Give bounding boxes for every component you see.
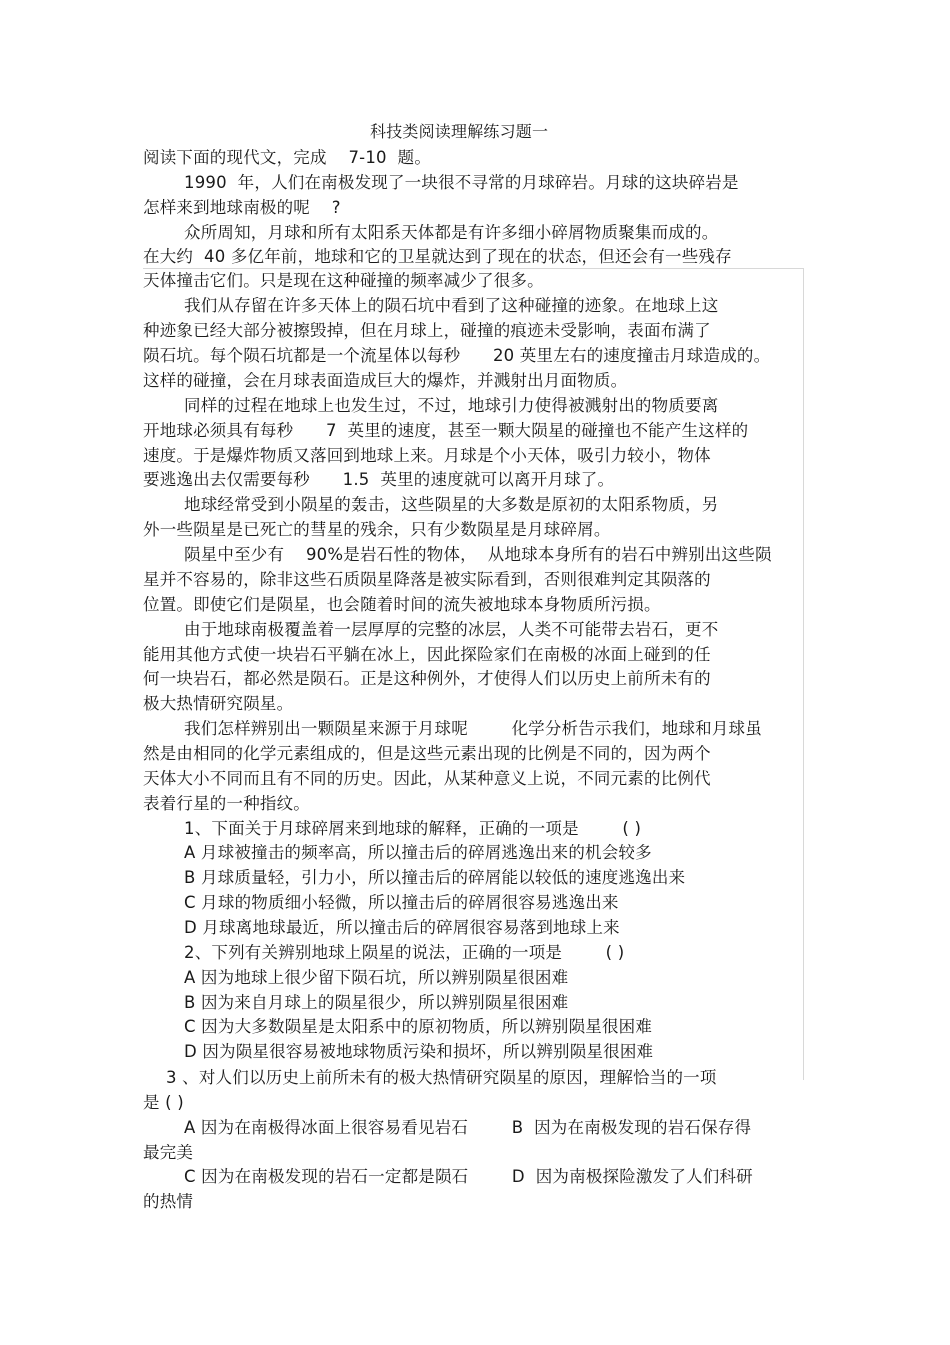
paragraph-line: 同样的过程在地球上也发生过，不过，地球引力使得被溅射出的物质要离 — [184, 396, 719, 415]
paragraph-line: 表着行星的一种指纹。 — [143, 794, 310, 813]
paragraph-line: 天体撞击它们。只是现在这种碰撞的频率减少了很多。 — [143, 271, 544, 290]
question-3-options-cd: C 因为在南极发现的岩石一定都是陨石 D 因为南极探险激发了人们科研 — [184, 1167, 753, 1186]
paragraph-line: 极大热情研究陨星。 — [143, 694, 294, 713]
paragraph-line: 由于地球南极覆盖着一层厚厚的完整的冰层，人类不可能带去岩石，更不 — [184, 620, 719, 639]
paragraph-line: 种迹象已经大部分被擦毁掉，但在月球上，碰撞的痕迹未受影响，表面布满了 — [143, 321, 711, 340]
paragraph-line: 然是由相同的化学元素组成的，但是这些元素出现的比例是不同的，因为两个 — [143, 744, 711, 763]
paragraph-line: 外一些陨星是已死亡的彗星的残余，只有少数陨星是月球碎屑。 — [143, 520, 611, 539]
page-title: 科技类阅读理解练习题一 — [370, 122, 549, 141]
paragraph-line: 何一块岩石，都必然是陨石。正是这种例外，才使得人们以历史上前所未有的 — [143, 669, 711, 688]
paragraph-line: 1990 年，人们在南极发现了一块很不寻常的月球碎岩。月球的这块碎岩是 — [184, 173, 739, 192]
question-2-option-d: D 因为陨星很容易被地球物质污染和损坏，所以辨别陨星很困难 — [184, 1042, 654, 1061]
question-1-option-c: C 月球的物质细小轻微，所以撞击后的碎屑很容易逃逸出来 — [184, 893, 619, 912]
paragraph-line: 天体大小不同而且有不同的历史。因此，从某种意义上说，不同元素的比例代 — [143, 769, 711, 788]
paragraph-line: 地球经常受到小陨星的轰击，这些陨星的大多数是原初的太阳系物质，另 — [184, 495, 719, 514]
question-2-option-b: B 因为来自月球上的陨星很少，所以辨别陨星很困难 — [184, 993, 569, 1012]
question-3: 3 、对人们以历史上前所未有的极大热情研究陨星的原因，理解恰当的一项 — [166, 1068, 717, 1087]
question-1-option-b: B 月球质量轻，引力小，所以撞击后的碎屑能以较低的速度逃逸出来 — [184, 868, 686, 887]
paragraph-line: 能用其他方式使一块岩石平躺在冰上，因此探险家们在南极的冰面上碰到的任 — [143, 645, 711, 664]
paragraph-line: 位置。即使它们是陨星，也会随着时间的流失被地球本身物质所污损。 — [143, 595, 661, 614]
question-3-options-ab: A 因为在南极得冰面上很容易看见岩石 B 因为在南极发现的岩石保存得 — [184, 1118, 752, 1137]
paragraph-line: 要逃逸出去仅需要每秒 1.5 英里的速度就可以离开月球了。 — [143, 470, 615, 489]
question-1-option-d: D 月球离地球最近，所以撞击后的碎屑很容易落到地球上来 — [184, 918, 620, 937]
question-3-options-ab-continued: 最完美 — [143, 1143, 194, 1162]
question-2: 2、下列有关辨别地球上陨星的说法，正确的一项是 ( ) — [184, 943, 625, 962]
question-2-option-c: C 因为大多数陨星是太阳系中的原初物质，所以辨别陨星很困难 — [184, 1017, 653, 1036]
question-3-options-cd-continued: 的热情 — [143, 1192, 194, 1211]
paragraph-line: 我们怎样辨别出一颗陨星来源于月球呢 化学分析告示我们，地球和月球虽 — [184, 719, 762, 738]
question-1-option-a: A 月球被撞击的频率高，所以撞击后的碎屑逃逸出来的机会较多 — [184, 843, 652, 862]
frame-right-line — [803, 268, 804, 1080]
paragraph-line: 这样的碰撞，会在月球表面造成巨大的爆炸，并溅射出月面物质。 — [143, 371, 628, 390]
paragraph-line: 陨星中至少有 90%是岩石性的物体， 从地球本身所有的岩石中辨别出这些陨 — [184, 545, 772, 564]
question-3-continued: 是 ( ) — [143, 1093, 184, 1112]
paragraph-line: 怎样来到地球南极的呢 ? — [143, 198, 341, 217]
paragraph-line: 我们从存留在许多天体上的陨石坑中看到了这种碰撞的迹象。在地球上这 — [184, 296, 719, 315]
paragraph-line: 星并不容易的，除非这些石质陨星降落是被实际看到，否则很难判定其陨落的 — [143, 570, 711, 589]
question-2-option-a: A 因为地球上很少留下陨石坑，所以辨别陨星很困难 — [184, 968, 569, 987]
question-1: 1、下面关于月球碎屑来到地球的解释，正确的一项是 ( ) — [184, 819, 642, 838]
paragraph-line: 开地球必须具有每秒 7 英里的速度，甚至一颗大陨星的碰撞也不能产生这样的 — [143, 421, 749, 440]
paragraph-line: 在大约 40 多亿年前，地球和它的卫星就达到了现在的状态，但还会有一些残存 — [143, 247, 732, 266]
instruction-line: 阅读下面的现代文，完成 7-10 题。 — [143, 148, 432, 167]
paragraph-line: 众所周知，月球和所有太阳系天体都是有许多细小碎屑物质聚集而成的。 — [184, 223, 719, 242]
paragraph-line: 陨石坑。每个陨石坑都是一个流星体以每秒 20 英里左右的速度撞击月球造成的。 — [143, 346, 771, 365]
paragraph-line: 速度。于是爆炸物质又落回到地球上来。月球是个小天体，吸引力较小，物体 — [143, 446, 711, 465]
